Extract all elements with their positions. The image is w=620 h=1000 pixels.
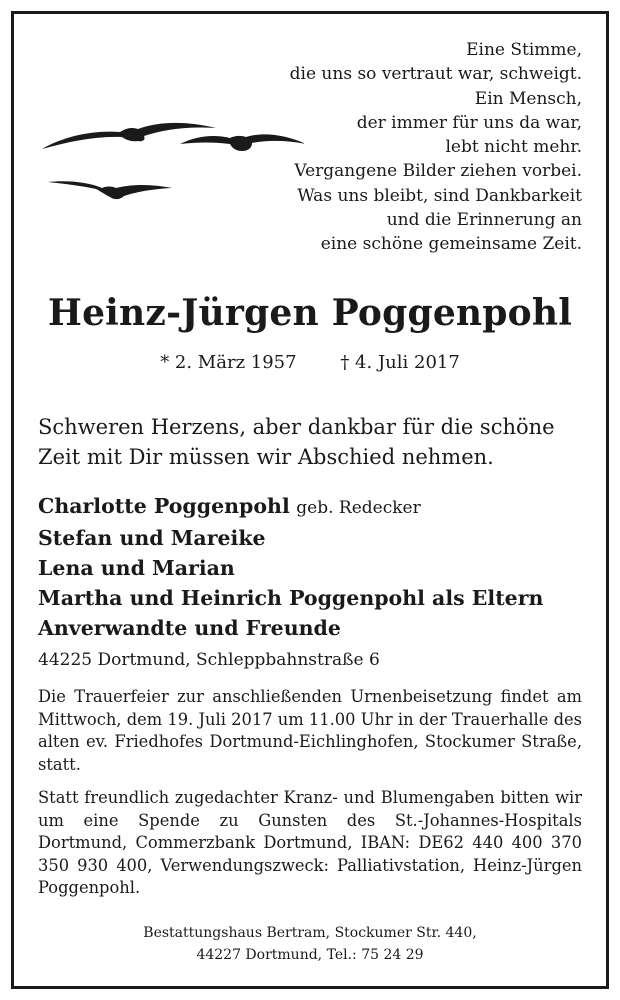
death-date: † 4. Juli 2017 [340, 352, 460, 373]
poem-line: Vergangene Bilder ziehen vorbei. [294, 161, 582, 182]
mourner-line [38, 491, 596, 523]
mourners-list [38, 491, 596, 643]
maiden-name: geb. Redecker [296, 498, 421, 518]
life-dates [14, 352, 606, 373]
funeral-home-line: Bestattungshaus Bertram, Stockumer Str. 440, [143, 925, 477, 941]
poem-line: lebt nicht mehr. [445, 137, 582, 158]
poem-line: Was uns bleibt, sind Dankbarkeit [297, 185, 582, 206]
poem-line: der immer für uns da war, [356, 112, 582, 133]
mourner-line: Lena und Marian [38, 556, 235, 580]
poem-line: Eine Stimme, [466, 40, 582, 60]
bird-icon [48, 181, 172, 199]
funeral-information: Die Trauerfeier zur anschließenden Urnenbeisetzung findet am Mittwoch, dem 19. Juli 2017 um 11.00 Uhr in der Trauerhalle des alten ev. Friedhofes Dortmund-Eichlinghofen, Stockumer Straße, statt. [38, 687, 582, 774]
flying-birds-illustration [34, 94, 304, 204]
donation-information: Statt freundlich zugedachter Kranz- und Blumengaben bitten wir um eine Spende zu Gunsten des St.-Johannes-Hospitals Dortmund, Commerzbank Dortmund, IBAN: DE62 440 400 370 350 930 400, Verwendungszweck: Palliativstation, Heinz-Jürgen Poggenpohl. [38, 788, 582, 897]
bird-icon [42, 123, 216, 149]
mourner-name: Charlotte Poggenpohl [38, 494, 290, 518]
poem-line: Ein Mensch, [474, 88, 582, 109]
obituary-notice [11, 11, 609, 989]
bird-icon [180, 134, 304, 151]
deceased-name: Heinz-Jürgen Poggenpohl [47, 292, 573, 334]
mourner-line: Anverwandte und Freunde [38, 616, 341, 640]
poem [290, 38, 582, 257]
mourner-line: Martha und Heinrich Poggenpohl als Eltern [38, 586, 544, 610]
poem-line: und die Erinnerung an [386, 210, 582, 231]
funeral-home-line: 44227 Dortmund, Tel.: 75 24 29 [196, 947, 424, 963]
funeral-home-info [14, 922, 606, 966]
poem-line: die uns so vertraut war, schweigt. [289, 64, 582, 85]
mourner-line: Stefan und Mareike [38, 526, 266, 550]
farewell-message: Schweren Herzens, aber dankbar für die schöne Zeit mit Dir müssen wir Abschied nehmen. [38, 415, 555, 469]
birth-date: * 2. März 1957 [160, 352, 297, 373]
poem-line: eine schöne gemeinsame Zeit. [320, 234, 582, 255]
family-address: 44225 Dortmund, Schleppbahnstraße 6 [38, 650, 380, 670]
